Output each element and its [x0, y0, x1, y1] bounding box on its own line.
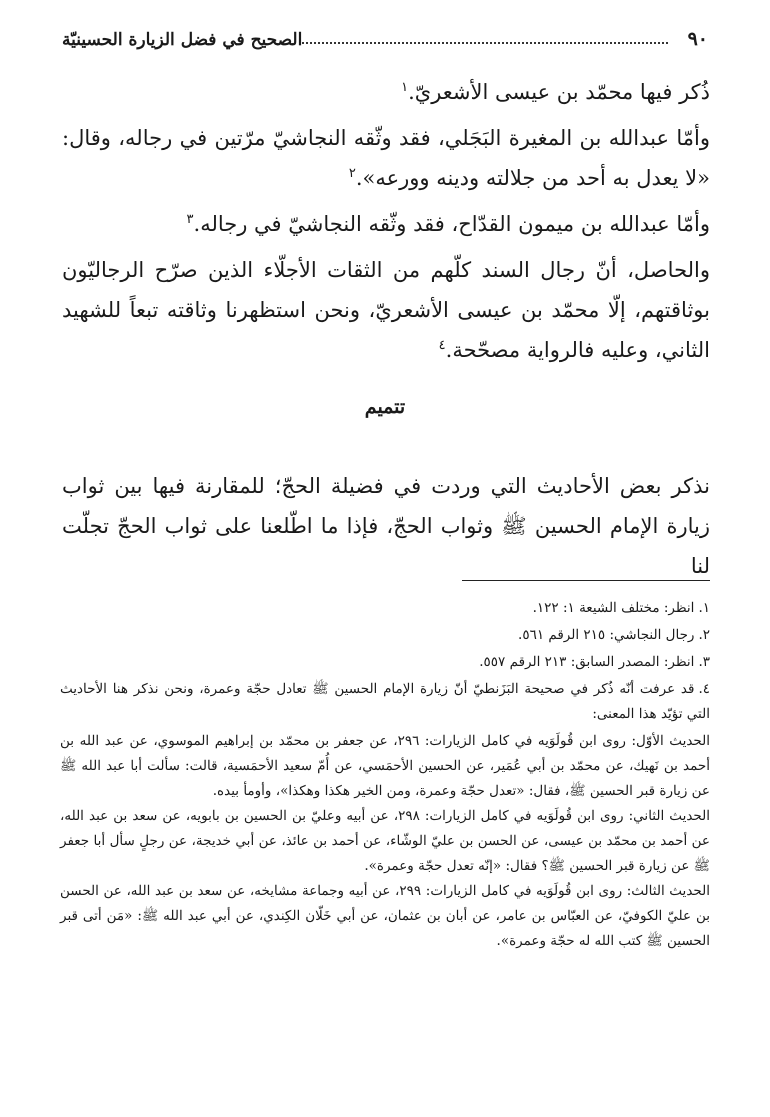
section-body	[62, 466, 710, 586]
footnote-number: ١.	[698, 600, 710, 616]
main-text	[62, 72, 710, 370]
paragraph-3-text: وأمّا عبدالله بن ميمون القدّاح، فقد وثّقه النجاشيّ في رجاله.	[193, 212, 710, 236]
footnote-number: ٣.	[698, 654, 710, 670]
paragraph-2	[62, 118, 710, 198]
footnote-3	[60, 650, 710, 675]
hadith-3: الحديث الثالث: روى ابن قُولَوَيه في كامل الزيارات: ٢٩٩، عن أبيه وجماعة مشايخه، عن سعد بن عبد الله، عن الحسن بن عليّ الكوفيّ، عن العبّاس بن عامر، عن أبان بن عثمان، عن أبي خَلّان الكِندي، عن أبي عبد الله ﷺ: «مَن أتى قبر الحسين ﷺ كتب الله له حجّة وعمرة».	[60, 883, 710, 949]
paragraph-1-text: ذُكر فيها محمّد بن عيسى الأشعريّ.	[408, 80, 710, 104]
footnote-4	[60, 677, 710, 727]
footnote-ref-3: ٣	[186, 212, 194, 227]
paragraph-4	[62, 250, 710, 370]
section-heading: تتميم	[364, 396, 406, 418]
footnote-number: ٤.	[698, 681, 710, 697]
running-header	[40, 28, 730, 58]
paragraph-1	[62, 72, 710, 112]
footnote-number: ٢.	[698, 627, 710, 643]
footnote-ref-2: ٢	[348, 166, 356, 181]
hadith-2: الحديث الثاني: روى ابن قُولَوَيه في كامل الزيارات: ٢٩٨، عن أبيه وعليّ بن الحسين بن بابويه، عن سعد بن عبد الله، عن أحمد بن محمّد بن عيسى، عن الحسن بن عليّ الوشّاء، عن أحمد بن عائذ، عن أبي خديجة، عن رجلٍ سأل أبا جعفر ﷺ عن زيارة قبر الحسين ﷺ؟ فقال: «إنّه تعدل حجّة وعمرة».	[60, 808, 710, 874]
footnote-text: قد عرفت أنّه ذُكر في صحيحة البَزَنطيّ أنّ زيارة الإمام الحسين ﷺ تعادل حجّة وعمرة، ونحن نذكر هنا الأحاديث التي تؤيّد هذا المعنى:	[60, 681, 710, 722]
footnote-ref-1: ١	[401, 80, 409, 95]
footnotes	[60, 596, 710, 954]
footnote-text: انظر: مختلف الشيعة ١: ١٢٢.	[532, 600, 695, 616]
paragraph-4-text: والحاصل، أنّ رجال السند كلّهم من الثقات الأجلّاء الذين صرّح الرجاليّون بوثاقتهم، إلّا محمّد بن عيسى الأشعريّ، ونحن استظهرنا وثاقته تبعاً للشهيد الثاني، وعليه فالرواية مصحّحة.	[62, 258, 710, 362]
header-dotted-leader	[302, 42, 668, 44]
footnote-2	[60, 623, 710, 648]
footnote-ref-4: ٤	[438, 338, 446, 353]
footnote-separator	[462, 580, 710, 581]
hadith-1: الحديث الأوّل: روى ابن قُولَوَيه في كامل الزيارات: ٢٩٦، عن جعفر بن محمّد بن إبراهيم الموسوي، عن عبد الله بن أحمد بن نَهيك، عن محمّد بن أبي عُمَير، عن الحسين الأحمَسي، عن أُمّ سعيد الأحمَسية، قالت: سألت أبا عبد الله ﷺ عن زيارة قبر الحسين ﷺ، فقال: «تعدل حجّة وعمرة، ومن الخير هكذا وهكذا»، وأومأ بيده.	[60, 733, 710, 799]
paragraph-3	[62, 204, 710, 244]
footnote-text: انظر: المصدر السابق: ٢١٣ الرقم ٥٥٧.	[479, 654, 695, 670]
paragraph-2-text: وأمّا عبدالله بن المغيرة البَجَلي، فقد وثّقه النجاشيّ مرّتين في رجاله، وقال: «لا يعدل به أحد من جلالته ودينه وورعه».	[62, 126, 710, 190]
book-title: الصحيح في فضل الزيارة الحسينيّة	[62, 30, 303, 50]
footnote-text: رجال النجاشي: ٢١٥ الرقم ٥٦١.	[518, 627, 695, 643]
page-number: ٩٠	[687, 28, 708, 50]
section-paragraph: نذكر بعض الأحاديث التي وردت في فضيلة الحجّ؛ للمقارنة فيها بين ثواب زيارة الإمام الحسين ﷺ وثواب الحجّ، فإذا ما اطّلعنا على ثواب الحجّ تجلّت لنا	[62, 474, 710, 578]
footnote-1	[60, 596, 710, 621]
